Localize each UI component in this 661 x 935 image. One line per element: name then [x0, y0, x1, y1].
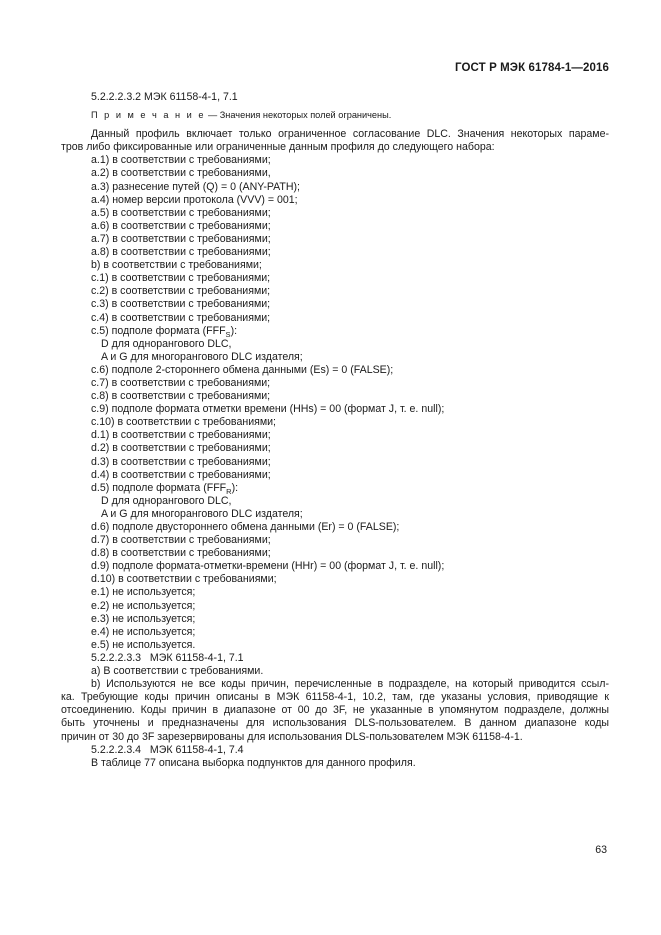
- list-item: d.2) в соответствии с требованиями;: [91, 442, 271, 455]
- sub-option: D для одноранговoго DLC,: [101, 337, 232, 350]
- note: [61, 109, 609, 122]
- page-number: 63: [595, 844, 607, 856]
- paragraph-line: быть уточнены и предназначены для использования DLS-пользователем. В данном диапазоне коды: [61, 717, 609, 730]
- list-item: c.4) в соответствии с требованиями;: [91, 311, 271, 324]
- list-item: d.8) в соответствии с требованиями;: [91, 547, 271, 560]
- intro-line: Данный профиль включает только ограниченное согласование DLC. Значения некоторых параме-: [91, 128, 609, 141]
- list-item: e.3) не используется;: [91, 612, 196, 625]
- list-item: d.1) в соответствии с требованиями;: [91, 429, 271, 442]
- page-content: [61, 91, 609, 770]
- list-item: c.10) в соответствии с требованиями;: [91, 416, 276, 429]
- list-item: d.6) подполе двустороннего обмена данными (Er) = 0 (FALSE);: [91, 521, 400, 533]
- list-item: a.3) разнесение путей (Q) = 0 (ANY-PATH);: [91, 180, 300, 193]
- list-item: a) В соответствии с требованиями.: [91, 665, 264, 678]
- intro-line: тров либо фиксированные или ограниченные данным профиля до следующего набора:: [61, 141, 495, 154]
- sub-option: D для одноранговoго DLC,: [101, 494, 232, 507]
- section-heading: 5.2.2.2.3.4 МЭК 61158-4-1, 7.4: [91, 743, 244, 756]
- section-heading: 5.2.2.2.3.2 МЭК 61158-4-1, 7.1: [91, 91, 238, 103]
- list-item-c5: [61, 325, 609, 338]
- list-item: d.7) в соответствии с требованиями;: [91, 534, 271, 547]
- note-label: П р и м е ч а н и е: [91, 110, 206, 121]
- list-item: d.9) подполе формата-отметки-времени (HHr) = 00 (формат J, т. е. null);: [91, 560, 445, 573]
- list-item: c.7) в соответствии с требованиями;: [91, 376, 271, 389]
- list-item: a.6) в соответствии с требованиями;: [91, 219, 271, 232]
- list-item: a.7) в соответствии с требованиями;: [91, 232, 271, 245]
- c5-prefix: c.5) подполе формата (FFF: [91, 324, 226, 337]
- list-item: d.3) в соответствии с требованиями;: [91, 455, 271, 468]
- list-item: e.1) не используется;: [91, 586, 196, 599]
- d5-prefix: d.5) подполе формата (FFF: [91, 481, 227, 494]
- list-item-d5: [61, 482, 609, 495]
- list-item: c.2) в соответствии с требованиями;: [91, 285, 271, 298]
- list-item: a.5) в соответствии с требованиями;: [91, 206, 271, 219]
- paragraph-line: ка. Требующие коды причин описаны в МЭК 61158-4-1, 10.2, там, где указаны условия, приводящие к: [61, 691, 609, 704]
- list-item: e.5) не используется.: [91, 638, 196, 651]
- list-item: c.9) подполе формата отметки времени (HHs) = 00 (формат J, т. е. null);: [91, 403, 445, 416]
- list-item: c.1) в соответствии с требованиями;: [91, 272, 271, 285]
- list-item: d.10) в соответствии с требованиями;: [91, 573, 277, 586]
- list-item: a.1) в соответствии с требованиями;: [91, 154, 271, 167]
- paragraph-line: причин от 30 до 3F зарезервированы для использования DLS-пользователем МЭК 61158-4-1.: [61, 730, 523, 743]
- standard-title: ГОСТ Р МЭК 61784-1—2016: [455, 62, 609, 74]
- list-item: a.2) в соответствии с требованиями,: [91, 167, 271, 180]
- sub-option: A и G для многорангового DLC издателя;: [101, 350, 303, 363]
- list-item: e.4) не используется;: [91, 625, 196, 638]
- paragraph-line: отсоединению. Коды причин в диапазоне от 00 до 3F, не указанные в упомянутом подразделе, должны: [61, 704, 609, 717]
- list-item: c.8) в соответствии с требованиями;: [91, 390, 271, 403]
- paragraph-line: В таблице 77 описана выборка подпунктов для данного профиля.: [91, 756, 416, 769]
- section-heading: 5.2.2.2.3.3 МЭК 61158-4-1, 7.1: [91, 651, 244, 664]
- c5-suffix: ):: [230, 324, 238, 337]
- c5-subscript: S: [225, 329, 231, 339]
- list-item: b) в соответствии с требованиями;: [91, 259, 262, 272]
- sub-option: A и G для многорангового DLC издателя;: [101, 507, 303, 520]
- paragraph-line: b) Используются не все коды причин, перечисленные в подразделе, на который приводится ссыл-: [91, 678, 609, 691]
- list-item: d.4) в соответствии с требованиями;: [91, 468, 271, 481]
- d5-subscript: R: [226, 486, 232, 496]
- d5-suffix: ):: [231, 481, 239, 494]
- list-item: c.3) в соответствии с требованиями;: [91, 298, 271, 311]
- list-item: e.2) не используется;: [91, 599, 196, 612]
- list-item: a.4) номер версии протокола (VVV) = 001;: [91, 193, 298, 206]
- note-text: — Значения некоторых полей ограничены.: [205, 110, 392, 121]
- list-item: a.8) в соответствии с требованиями;: [91, 246, 271, 259]
- list-item: c.6) подполе 2-стороннего обмена данными (Es) = 0 (FALSE);: [91, 363, 394, 376]
